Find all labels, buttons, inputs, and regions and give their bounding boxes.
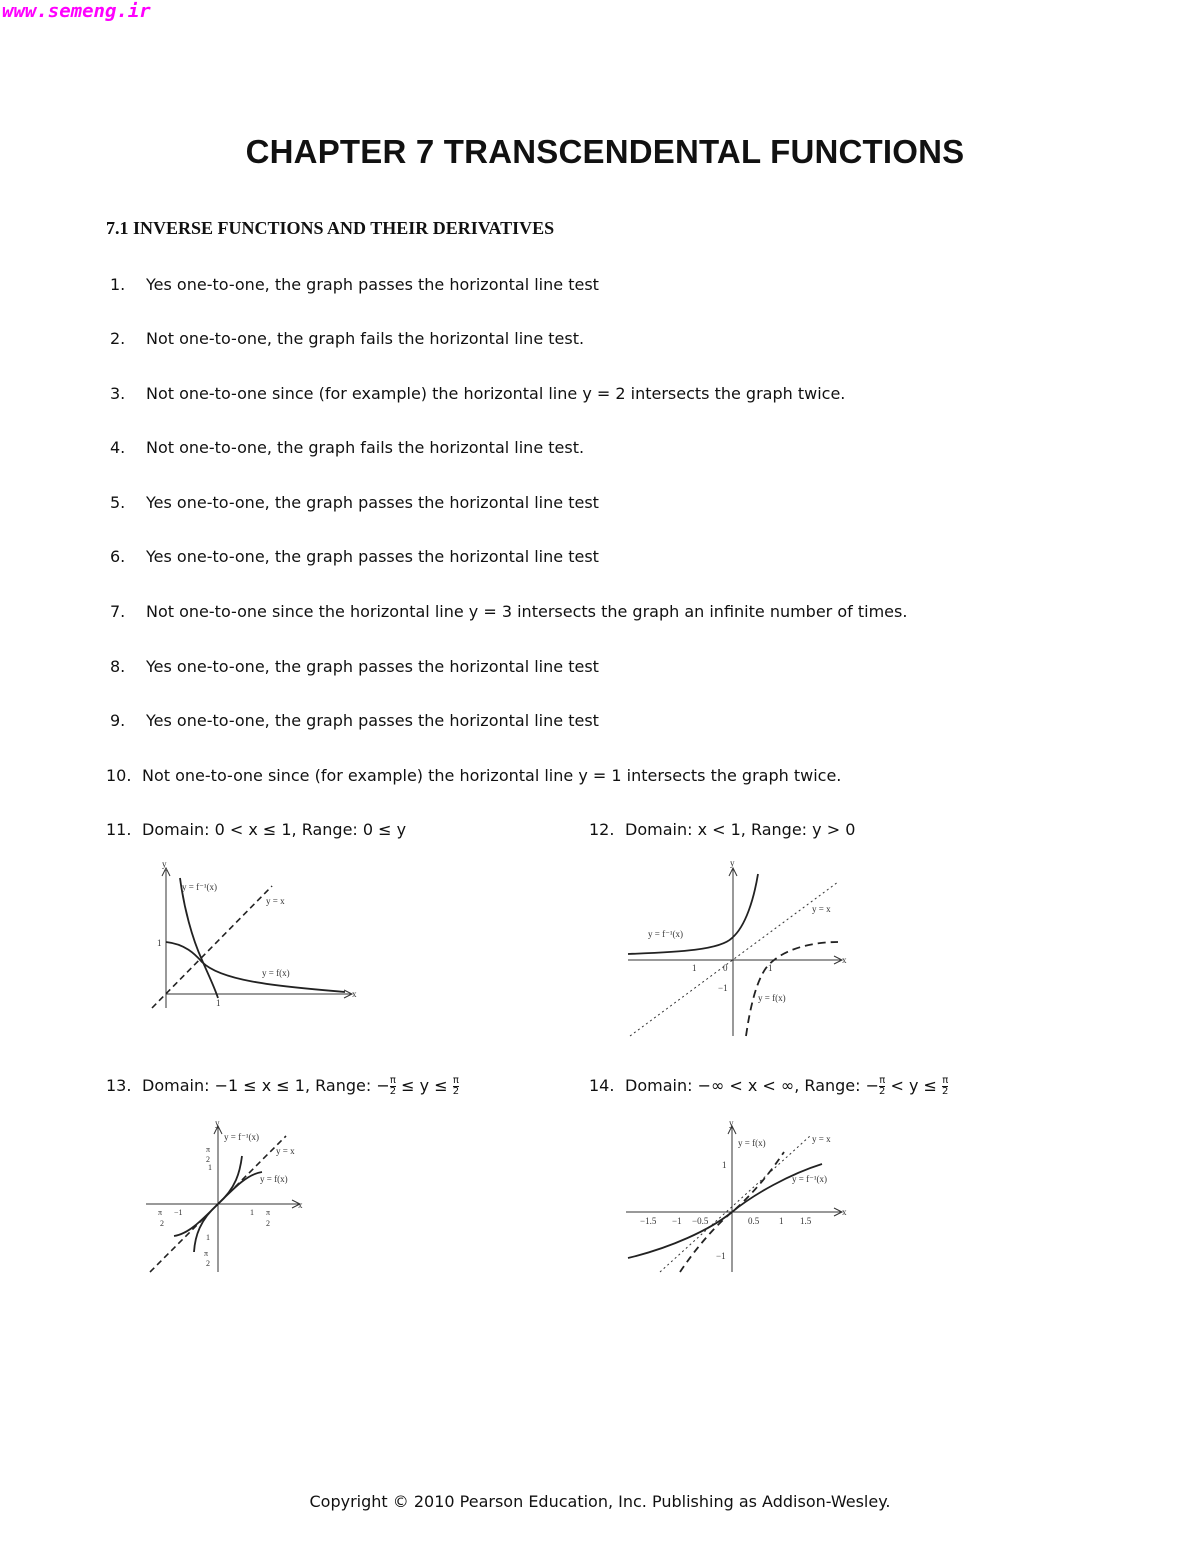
answer-number: 9. [110,711,126,730]
chapter-title: CHAPTER 7 TRANSCENDENTAL FUNCTIONS [245,133,965,170]
graph14-ytick-1: 1 [722,1160,727,1170]
frac-denominator: 2 [879,1086,886,1097]
answer-10 [106,766,841,785]
graph12-inverse-label: y = f⁻¹(x) [648,929,684,939]
answer-9 [110,711,599,730]
graph14-xtick: 1 [779,1216,784,1226]
graph12-yx-label: y = x [812,904,831,914]
graph14-ytick-m1: −1 [716,1251,726,1261]
graph11-inverse-label: y = f⁻¹(x) [182,882,218,892]
frac-numerator: π [879,1075,886,1086]
watermark: www.semeng.ir [2,0,151,22]
frac-denominator: 2 [942,1086,949,1097]
answer-number: 6. [110,547,126,566]
frac-numerator: π [389,1075,396,1086]
graph11-f-label: y = f(x) [262,968,290,978]
graph13-ytick-m2: 2 [206,1259,210,1268]
answer-8 [110,657,599,676]
problem-text-a: Domain: −∞ < x < ∞, Range: − [625,1076,880,1095]
problem-text: Domain: x < 1, Range: y > 0 [625,820,856,839]
graph12-xtick-1: 1 [692,963,697,973]
graph13-xtick-2: 2 [266,1219,270,1228]
graph12-axis-x: x [842,955,847,965]
graph11-yx-label: y = x [266,896,285,906]
graph-13 [140,1118,320,1282]
graph13-xtick-m2: 2 [160,1219,164,1228]
graph14-axis-y: y [729,1118,734,1128]
answer-text: Yes one-to-one, the graph passes the horizontal line test [146,657,599,676]
graph14-axis-x: x [842,1207,847,1217]
answer-text: Not one-to-one, the graph fails the horizontal line test. [146,329,585,348]
answer-text: Yes one-to-one, the graph passes the horizontal line test [146,493,599,512]
answer-number: 8. [110,657,126,676]
graph13-axis-y: y [215,1118,220,1128]
problem-text-b: ≤ y ≤ [396,1076,453,1095]
frac-denominator: 2 [389,1086,397,1097]
graph-11 [140,858,370,1022]
graph13-xtick-m1: −1 [174,1208,183,1217]
graph11-axis-x: x [352,989,357,999]
answer-text: Yes one-to-one, the graph passes the horizontal line test [146,547,599,566]
answer-text: Not one-to-one since (for example) the horizontal line y = 2 intersects the graph twice. [146,384,846,403]
answer-1 [110,275,599,294]
problem-13 [106,1076,459,1097]
problem-12 [589,820,855,839]
graph14-xtick: −1 [672,1216,682,1226]
problem-number: 14. [589,1076,615,1095]
graph14-inverse-label: y = f⁻¹(x) [792,1174,828,1184]
problem-text-b: < y ≤ [885,1076,943,1095]
graph13-xtick-pi: π [266,1208,271,1217]
problem-11 [106,820,406,839]
answer-number: 10. [106,766,132,785]
pi-over-2-fraction [942,1076,948,1097]
graph14-f-label: y = f(x) [738,1138,766,1148]
graph11-ytick-1: 1 [157,938,162,948]
pi-over-2-fraction [453,1076,459,1097]
problem-text: Domain: 0 < x ≤ 1, Range: 0 ≤ y [142,820,407,839]
answer-text: Not one-to-one since the horizontal line y = 3 intersects the graph an infinite number of times. [146,602,908,621]
answer-6 [110,547,599,566]
answer-7 [110,602,907,621]
answer-number: 7. [110,602,126,621]
graph13-ytick-mpi: π [204,1249,209,1258]
answer-number: 1. [110,275,126,294]
graph13-ytick-2: 2 [206,1155,210,1164]
frac-denominator: 2 [452,1086,460,1097]
graph12-tick-0: 0 [723,963,728,973]
answer-3 [110,384,845,403]
answer-4 [110,438,584,457]
frac-numerator: π [942,1075,949,1086]
graph13-ytick-m1: 1 [206,1233,210,1242]
graph11-axis-y: y [162,859,167,869]
graph12-ytick-m1: −1 [718,983,728,993]
graph13-xtick-1: 1 [250,1208,254,1217]
graph12-axis-y: y [730,858,735,868]
graph13-axis-x: x [298,1200,303,1210]
graph-14 [620,1118,860,1282]
answer-text: Not one-to-one, the graph fails the horizontal line test. [146,438,585,457]
frac-numerator: π [452,1075,459,1086]
graph14-xtick: −0.5 [692,1216,709,1226]
graph13-f-label: y = f(x) [260,1174,288,1184]
answer-2 [110,329,584,348]
section-title: 7.1 INVERSE FUNCTIONS AND THEIR DERIVATIVES [106,218,555,238]
answer-5 [110,493,599,512]
graph13-inverse-label: y = f⁻¹(x) [224,1132,260,1142]
problem-number: 11. [106,820,132,839]
graph13-yx-label: y = x [276,1146,295,1156]
answer-text: Not one-to-one since (for example) the horizontal line y = 1 intersects the graph twice. [142,766,842,785]
graph12-xtick-1b: 1 [768,963,773,973]
graph14-xtick: 1.5 [800,1216,812,1226]
answer-number: 2. [110,329,126,348]
graph13-ytick-pi: π [206,1145,211,1154]
answer-number: 4. [110,438,126,457]
answer-text: Yes one-to-one, the graph passes the horizontal line test [146,275,599,294]
problem-text-a: Domain: −1 ≤ x ≤ 1, Range: − [142,1076,390,1095]
graph14-xtick: −1.5 [640,1216,657,1226]
graph13-ytick-1: 1 [208,1163,212,1172]
graph14-yx-label: y = x [812,1134,831,1144]
graph12-f-label: y = f(x) [758,993,786,1003]
graph13-xtick-mpi: π [158,1208,163,1217]
graph14-xtick: 0.5 [748,1216,760,1226]
answer-number: 5. [110,493,126,512]
graph-12 [620,858,860,1047]
problem-14 [589,1076,948,1097]
answer-number: 3. [110,384,126,403]
problem-number: 12. [589,820,615,839]
copyright-footer: Copyright © 2010 Pearson Education, Inc. Publishing as Addison-Wesley. [309,1492,891,1511]
answer-text: Yes one-to-one, the graph passes the horizontal line test [146,711,599,730]
problem-number: 13. [106,1076,132,1095]
graph11-xtick-1: 1 [216,998,221,1008]
